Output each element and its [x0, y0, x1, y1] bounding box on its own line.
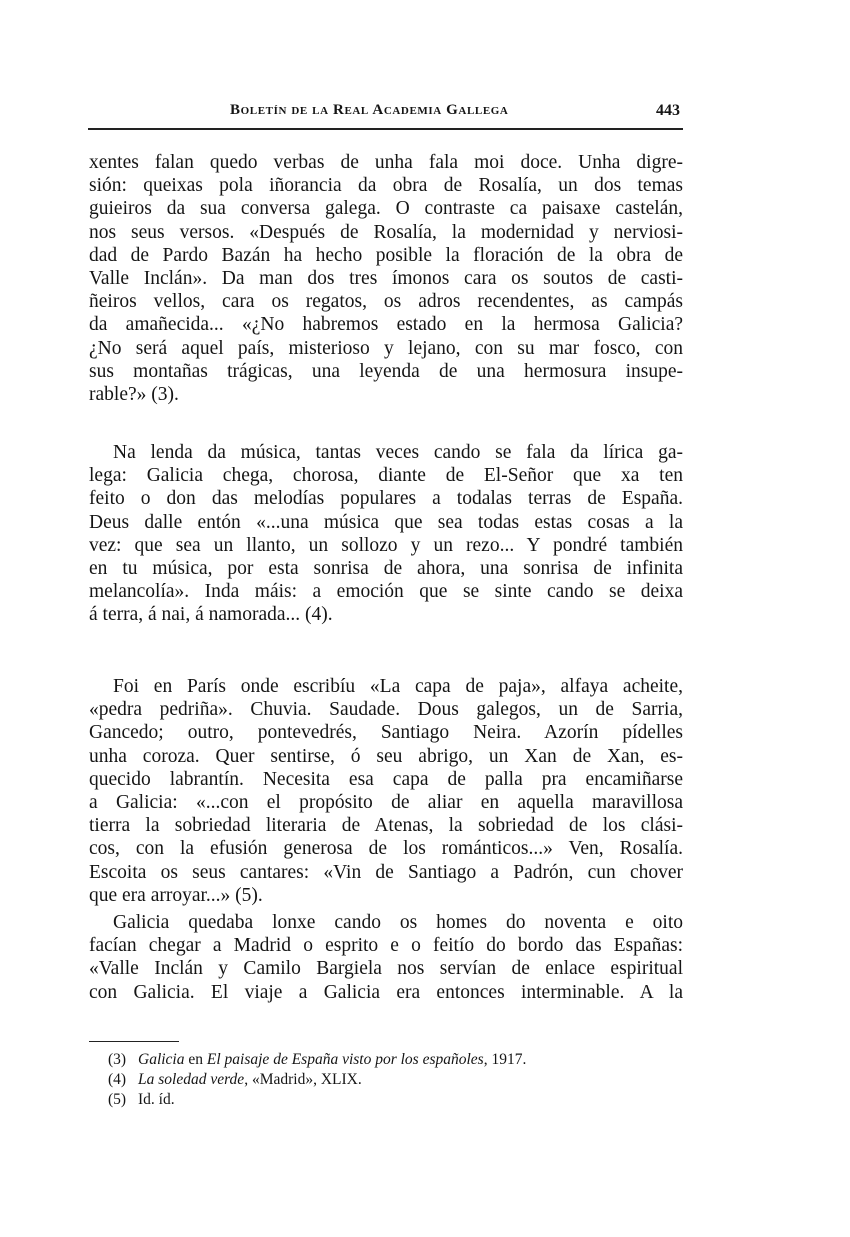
text-line: Deus dalle entón «...una música que sea todas estas cosas a la: [89, 511, 683, 533]
header-rule: [88, 128, 683, 130]
text-line: vez: que sea un llanto, un sollozo y un rezo... Y pondré también: [89, 534, 683, 556]
text-line: lega: Galicia chega, chorosa, diante de El-Señor que xa ten: [89, 465, 683, 487]
footnote-title: La soledad verde: [138, 1071, 245, 1088]
footnote-text: Id. íd.: [138, 1091, 175, 1108]
page-number: 443: [656, 102, 680, 119]
text-line: rable?» (3).: [89, 384, 179, 406]
text-line: quecido labrantín. Necesita esa capa de palla pra encamiñarse: [89, 768, 683, 790]
text-line: Escoita os seus cantares: «Vin de Santiago a Padrón, cun chover: [89, 861, 683, 883]
footnote-number: (5): [108, 1091, 127, 1108]
footnote: [108, 1050, 688, 1070]
text-line: «pedra pedriña». Chuvia. Saudade. Dous galegos, un de Sarria,: [89, 699, 683, 721]
text-line: cos, con la efusión generosa de los románticos...» Ven, Rosalía.: [89, 838, 683, 860]
paragraph: [89, 441, 683, 627]
journal-title: Boletín de la Real Academia Gallega: [230, 102, 509, 118]
paragraph: [89, 151, 683, 406]
footnote: [108, 1070, 688, 1090]
text-line: á terra, á nai, á namorada... (4).: [89, 604, 333, 626]
text-line: que era arroyar...» (5).: [89, 884, 263, 906]
footnote-number: (4): [108, 1071, 127, 1088]
text-line: con Galicia. El viaje a Galicia era entonces interminable. A la: [89, 981, 683, 1003]
text-line: xentes falan quedo verbas de unha fala moi doce. Unha digre-: [89, 152, 683, 173]
text-line: ¿No será aquel país, misterioso y lejano, con su mar fosco, con: [89, 337, 683, 359]
paragraph: [89, 911, 683, 1004]
text-line: ñeiros vellos, cara os regatos, os adros recendentes, as campás: [89, 291, 683, 313]
text-line: en tu música, por esta sonrisa de ahora, una sonrisa de infinita: [89, 558, 683, 580]
text-line: sión: queixas pola iñorancia da obra de Rosalía, un dos temas: [89, 175, 683, 197]
footnotes: [108, 1050, 688, 1110]
text-line: tierra la sobriedad literaria de Atenas, la sobriedad de los clási-: [89, 815, 683, 837]
text-line: da amañecida... «¿No habremos estado en la hermosa Galicia?: [89, 314, 683, 336]
footnote-text: en: [184, 1051, 207, 1068]
text-line: Valle Inclán». Da man dos tres ímonos cara os soutos de casti-: [89, 268, 683, 290]
text-line: Gancedo; outro, pontevedrés, Santiago Neira. Azorín pídelles: [89, 722, 683, 744]
text-line: Na lenda da música, tantas veces cando se fala da lírica ga-: [113, 442, 683, 463]
footnote-text: , «Madrid», XLIX.: [244, 1071, 362, 1088]
text-line: dad de Pardo Bazán ha hecho posible la floración de la obra de: [89, 244, 683, 266]
footnote: [108, 1090, 688, 1110]
text-line: melancolía». Inda máis: a emoción que se sinte cando se deixa: [89, 581, 683, 603]
text-line: guieiros da sua conversa galega. O contraste ca paisaxe castelán,: [89, 198, 683, 220]
footnote-title: Galicia: [138, 1051, 185, 1068]
text-line: Foi en París onde escribíu «La capa de paja», alfaya acheite,: [113, 676, 683, 697]
text-line: feito o don das melodías populares a todalas terras de España.: [89, 488, 683, 510]
footnote-separator: [89, 1041, 179, 1042]
text-line: facían chegar a Madrid o esprito e o feitío do bordo das Españas:: [89, 935, 683, 957]
footnote-text: , 1917.: [483, 1051, 527, 1068]
text-line: «Valle Inclán y Camilo Bargiela nos servían de enlace espiritual: [89, 958, 683, 980]
text-line: sus montañas trágicas, una leyenda de una hermosura insupe-: [89, 360, 683, 382]
footnote-number: (3): [108, 1051, 127, 1068]
paragraph: [89, 675, 683, 907]
text-line: Galicia quedaba lonxe cando os homes do noventa e oito: [113, 912, 683, 933]
text-line: nos seus versos. «Después de Rosalía, la modernidad y nerviosi-: [89, 221, 683, 243]
text-line: a Galicia: «...con el propósito de aliar en aquella maravillosa: [89, 792, 683, 814]
footnote-title: El paisaje de España visto por los españoles: [206, 1051, 484, 1068]
text-line: unha coroza. Quer sentirse, ó seu abrigo, un Xan de Xan, es-: [89, 745, 683, 767]
